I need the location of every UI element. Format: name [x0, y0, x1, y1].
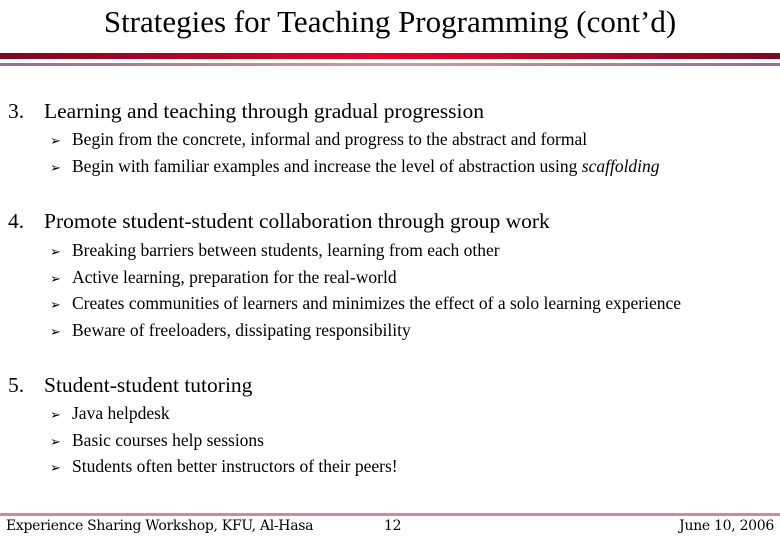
- list-item: [50, 153, 660, 180]
- item-text: Beware of freeloaders, dissipating responsibility: [72, 319, 411, 340]
- item-text: Active learning, preparation for the real-world: [72, 266, 397, 287]
- footer-divider: [0, 513, 780, 516]
- footer-event: Experience Sharing Workshop, KFU, Al-Hasa: [6, 518, 314, 534]
- title-divider-red: [0, 53, 780, 59]
- list-item: [50, 453, 398, 480]
- arrowhead-right-icon: ➢: [50, 461, 61, 476]
- arrowhead-right-icon: ➢: [50, 271, 61, 287]
- list-item: [50, 427, 398, 454]
- item-emphasis: scaffolding: [581, 155, 660, 176]
- bullet-list: [50, 126, 660, 179]
- section-number: 4.: [8, 209, 25, 233]
- arrowhead-right-icon: ➢: [50, 134, 61, 149]
- list-item: [50, 290, 681, 317]
- list-item: [50, 317, 681, 344]
- arrowhead-right-icon: ➢: [50, 245, 61, 260]
- arrowhead-right-icon: ➢: [50, 434, 61, 450]
- section-title: Promote student-student collaboration through group work: [44, 209, 550, 233]
- slide-title: Strategies for Teaching Programming (cont’d): [103, 4, 677, 39]
- item-text: Begin from the concrete, informal and progress to the abstract and formal: [72, 129, 588, 149]
- list-item: [50, 126, 660, 153]
- bullet-list: [50, 237, 681, 343]
- section-number: 3.: [8, 99, 25, 123]
- item-text: Java helpdesk: [72, 403, 170, 423]
- item-text: Breaking barriers between students, learning from each other: [72, 240, 500, 260]
- section-heading: [8, 372, 252, 398]
- page-number: 12: [384, 518, 402, 534]
- title-divider-mauve: [0, 63, 780, 66]
- list-item: [50, 400, 398, 427]
- section-heading: [8, 98, 484, 124]
- list-item: [50, 237, 681, 264]
- bullet-list: [50, 400, 398, 480]
- item-text: Creates communities of learners and minimizes the effect of a solo learning experience: [72, 293, 682, 313]
- arrowhead-right-icon: ➢: [50, 408, 61, 423]
- arrowhead-right-icon: ➢: [50, 160, 61, 176]
- section-title: Learning and teaching through gradual progression: [44, 99, 485, 123]
- arrowhead-right-icon: ➢: [50, 298, 61, 313]
- item-text: Students often better instructors of their peers!: [72, 456, 398, 476]
- section-number: 5.: [8, 373, 25, 397]
- list-item: [50, 264, 681, 291]
- item-text: Basic courses help sessions: [72, 429, 264, 450]
- section-title: Student-student tutoring: [44, 373, 253, 397]
- section-heading: [8, 208, 550, 234]
- item-text: Begin with familiar examples and increase the level of abstraction using: [72, 155, 582, 176]
- arrowhead-right-icon: ➢: [50, 324, 61, 340]
- footer-date: June 10, 2006: [679, 518, 774, 534]
